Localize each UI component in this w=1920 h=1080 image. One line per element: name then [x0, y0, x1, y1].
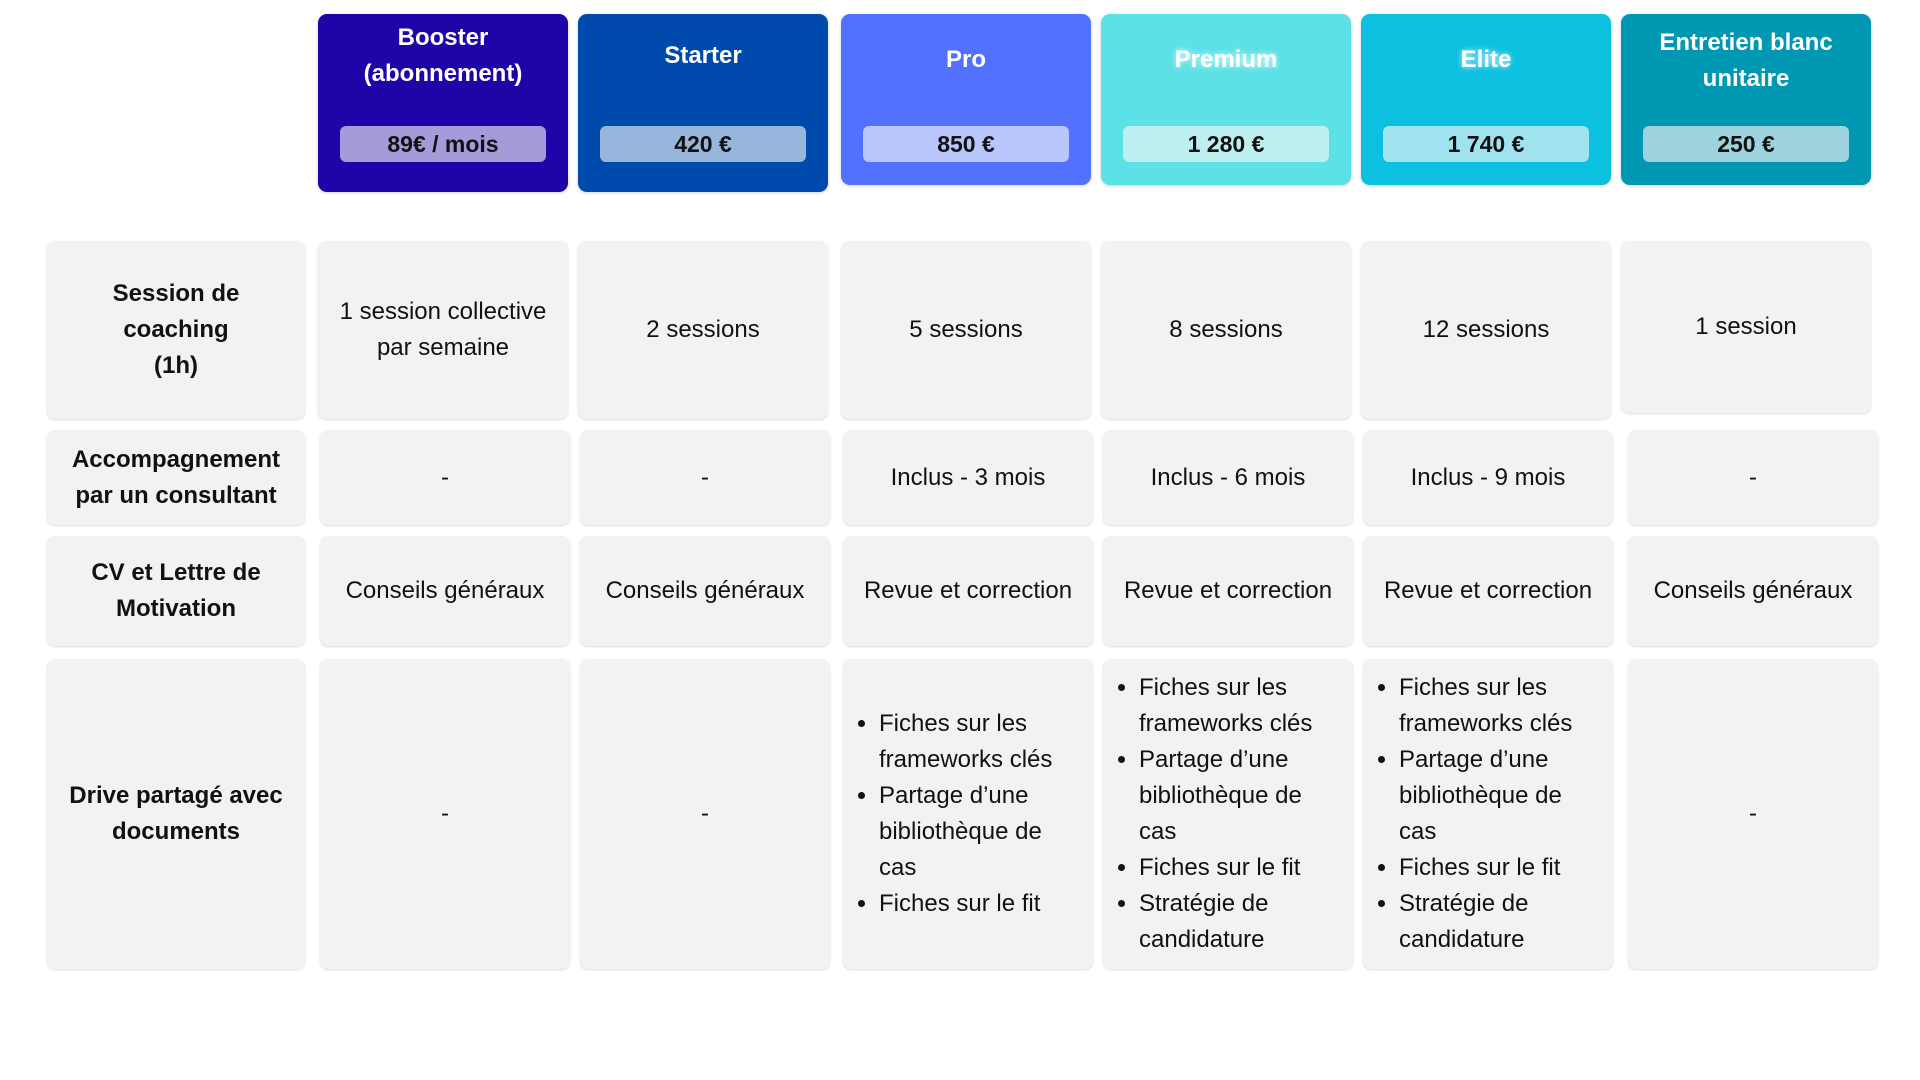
plan-card-entretien-blanc [1621, 14, 1871, 185]
list-item: • Fiches sur les frameworks clés [1139, 670, 1343, 742]
cell-drive-premium [1103, 659, 1353, 969]
cell-coaching-booster: 1 session collective par semaine [318, 241, 568, 419]
cell-coaching-entretien: 1 session [1621, 241, 1871, 413]
list-item: • Partage d’une bibliothèque de cas [1139, 742, 1343, 850]
cell-accompagnement-premium: Inclus - 6 mois [1103, 430, 1353, 525]
row-label-cv: CV et Lettre de Motivation [47, 536, 305, 646]
cell-accompagnement-entretien: - [1628, 430, 1878, 525]
list-item: • Stratégie de candidature [1399, 886, 1603, 958]
list-item: • Partage d’une bibliothèque de cas [1399, 742, 1603, 850]
feature-list [1113, 670, 1343, 958]
plan-card-starter [578, 14, 828, 192]
feature-list [1373, 670, 1603, 958]
feature-list [853, 706, 1083, 922]
plan-price: 1 280 € [1123, 126, 1329, 162]
cell-cv-elite: Revue et correction [1363, 536, 1613, 646]
row-label-coaching: Session de coaching (1h) [47, 241, 305, 419]
plan-card-pro [841, 14, 1091, 185]
plan-price: 250 € [1643, 126, 1849, 162]
list-item: • Stratégie de candidature [1139, 886, 1343, 958]
list-item: • Fiches sur le fit [1139, 850, 1343, 886]
cell-coaching-elite: 12 sessions [1361, 241, 1611, 419]
cell-drive-pro [843, 659, 1093, 969]
plan-name: Booster (abonnement) [363, 24, 523, 87]
cell-drive-booster: - [320, 659, 570, 969]
cell-accompagnement-booster: - [320, 430, 570, 525]
row-label-drive: Drive partagé avec documents [47, 659, 305, 969]
plan-name: Elite [1460, 46, 1512, 73]
cell-drive-elite [1363, 659, 1613, 969]
cell-cv-entretien: Conseils généraux [1628, 536, 1878, 646]
cell-drive-starter: - [580, 659, 830, 969]
plan-price: 89€ / mois [340, 126, 546, 162]
cell-cv-pro: Revue et correction [843, 536, 1093, 646]
row-label-accompagnement: Accompagnement par un consultant [47, 430, 305, 525]
cell-cv-starter: Conseils généraux [580, 536, 830, 646]
list-item: • Fiches sur le fit [1399, 850, 1603, 886]
plan-card-booster [318, 14, 568, 192]
list-item: • Fiches sur les frameworks clés [879, 706, 1083, 778]
plan-name: Entretien blanc unitaire [1659, 29, 1833, 92]
plan-price: 420 € [600, 126, 806, 162]
list-item: • Fiches sur les frameworks clés [1399, 670, 1603, 742]
cell-accompagnement-elite: Inclus - 9 mois [1363, 430, 1613, 525]
plan-card-premium [1101, 14, 1351, 185]
plan-name: Starter [664, 42, 742, 69]
plan-name: Premium [1174, 46, 1278, 73]
cell-coaching-starter: 2 sessions [578, 241, 828, 419]
cell-accompagnement-pro: Inclus - 3 mois [843, 430, 1093, 525]
cell-cv-premium: Revue et correction [1103, 536, 1353, 646]
cell-coaching-pro: 5 sessions [841, 241, 1091, 419]
list-item: • Partage d’une bibliothèque de cas [879, 778, 1083, 886]
plan-price: 850 € [863, 126, 1069, 162]
list-item: • Fiches sur le fit [879, 886, 1083, 922]
plan-price: 1 740 € [1383, 126, 1589, 162]
cell-cv-booster: Conseils généraux [320, 536, 570, 646]
plan-card-elite [1361, 14, 1611, 185]
cell-drive-entretien: - [1628, 659, 1878, 969]
cell-coaching-premium: 8 sessions [1101, 241, 1351, 419]
cell-accompagnement-starter: - [580, 430, 830, 525]
plan-name: Pro [945, 46, 986, 73]
